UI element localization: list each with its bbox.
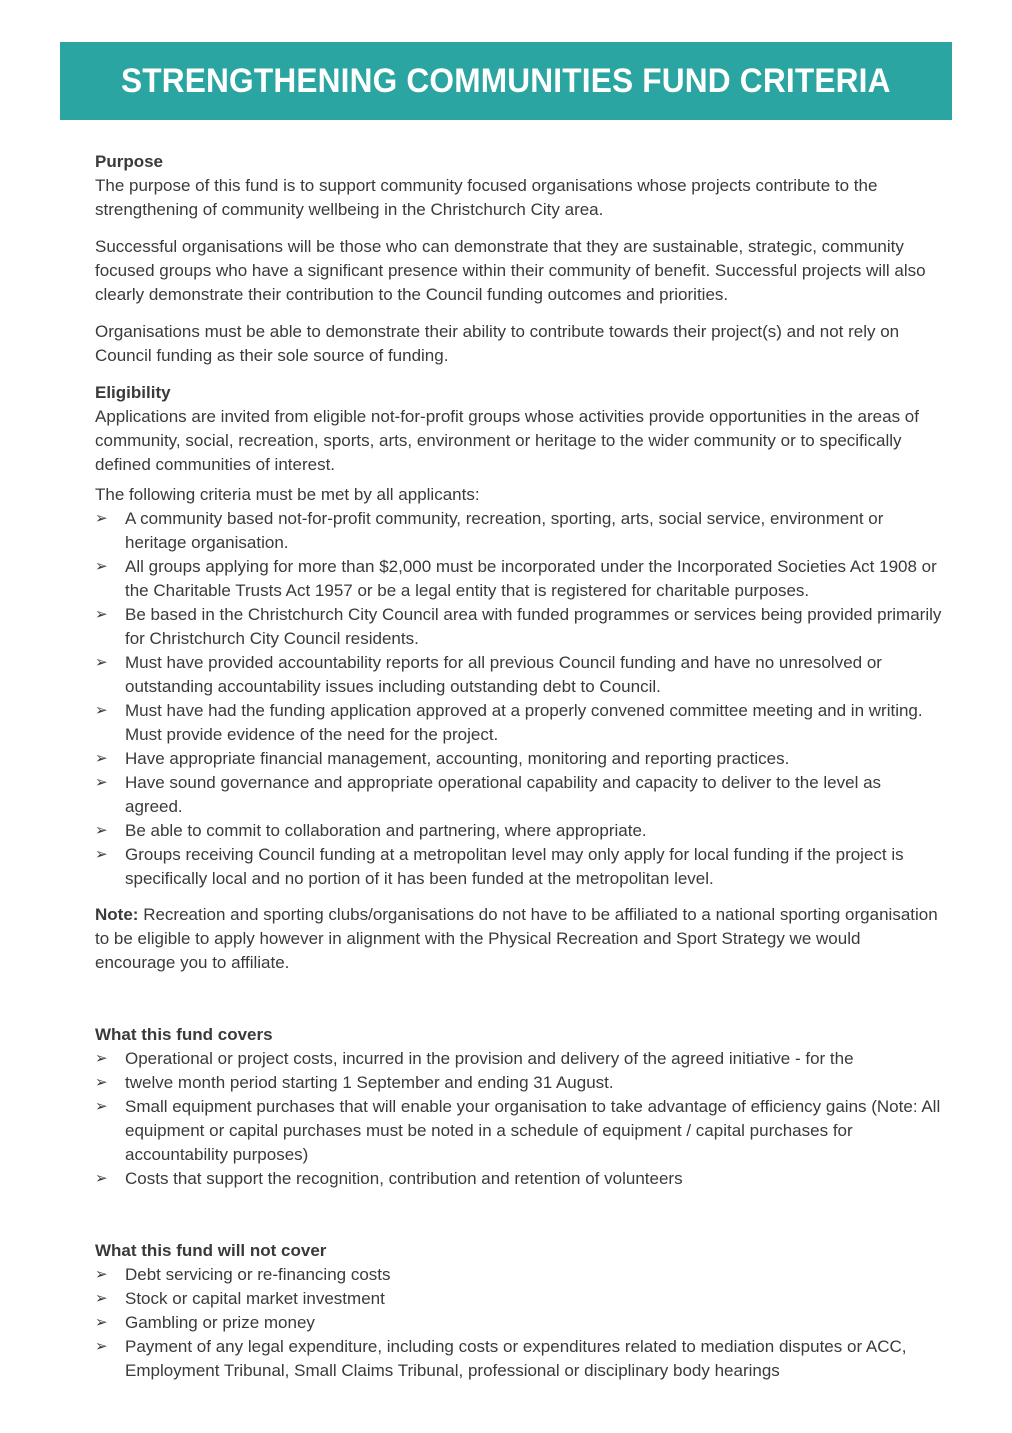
arrow-bullet-icon: ➢: [95, 558, 108, 575]
not-cover-text: Debt servicing or re-financing costs: [125, 1265, 391, 1284]
document-body: [95, 150, 943, 1383]
arrow-bullet-icon: ➢: [95, 822, 108, 839]
page-title: STRENGTHENING COMMUNITIES FUND CRITERIA: [121, 61, 891, 100]
criteria-text: Have appropriate financial management, accounting, monitoring and reporting practices.: [125, 749, 790, 768]
arrow-bullet-icon: ➢: [95, 1266, 108, 1283]
list-item: [95, 507, 943, 555]
arrow-bullet-icon: ➢: [95, 1074, 108, 1091]
note-paragraph: [95, 903, 943, 975]
arrow-bullet-icon: ➢: [95, 654, 108, 671]
criteria-text: All groups applying for more than $2,000 must be incorporated under the Incorporated Societies Act 1908 or the Charitable Trusts Act 1957 or be a legal entity that is registered for charitable purposes.: [125, 557, 937, 600]
arrow-bullet-icon: ➢: [95, 1290, 108, 1307]
arrow-bullet-icon: ➢: [95, 1050, 108, 1067]
purpose-heading: Purpose: [95, 152, 164, 171]
fund-covers-list: [95, 1047, 943, 1191]
eligibility-heading: Eligibility: [95, 383, 171, 402]
covers-text: twelve month period starting 1 September and ending 31 August.: [125, 1073, 614, 1092]
not-cover-text: Payment of any legal expenditure, including costs or expenditures related to mediation disputes or ACC, Employment Tribunal, Small Claims Tribunal, professional or disciplinary body hearings: [125, 1337, 907, 1380]
criteria-text: Groups receiving Council funding at a metropolitan level may only apply for local funding if the project is specifically local and no portion of it has been funded at the metropolitan level.: [125, 845, 904, 888]
list-item: [95, 699, 943, 747]
arrow-bullet-icon: ➢: [95, 750, 108, 767]
arrow-bullet-icon: ➢: [95, 702, 108, 719]
arrow-bullet-icon: ➢: [95, 510, 108, 527]
title-banner: [60, 42, 952, 120]
arrow-bullet-icon: ➢: [95, 774, 108, 791]
list-item: [95, 1263, 943, 1287]
covers-text: Small equipment purchases that will enable your organisation to take advantage of efficiency gains (Note: All equipment or capital purchases must be noted in a schedule of equipment / capital purchases for accountability purposes): [125, 1097, 941, 1164]
covers-text: Costs that support the recognition, contribution and retention of volunteers: [125, 1169, 683, 1188]
list-item: [95, 1095, 943, 1167]
list-item: [95, 651, 943, 699]
list-item: [95, 603, 943, 651]
arrow-bullet-icon: ➢: [95, 846, 108, 863]
arrow-bullet-icon: ➢: [95, 606, 108, 623]
list-item: [95, 1311, 943, 1335]
purpose-paragraph: The purpose of this fund is to support community focused organisations whose projects contribute to the strengthening of community wellbeing in the Christchurch City area.: [95, 176, 878, 219]
eligibility-paragraph: Applications are invited from eligible not-for-profit groups whose activities provide opportunities in the areas of community, social, recreation, sports, arts, environment or heritage to the wider community or to specifically defined communities of interest.: [95, 407, 919, 474]
list-item: [95, 1287, 943, 1311]
arrow-bullet-icon: ➢: [95, 1170, 108, 1187]
list-item: [95, 843, 943, 891]
criteria-text: Must have provided accountability reports for all previous Council funding and have no unresolved or outstanding accountability issues including outstanding debt to Council.: [125, 653, 882, 696]
note-label: Note:: [95, 905, 139, 924]
criteria-intro: The following criteria must be met by all applicants:: [95, 485, 480, 504]
list-item: [95, 1047, 943, 1071]
list-item: [95, 555, 943, 603]
arrow-bullet-icon: ➢: [95, 1314, 108, 1331]
list-item: [95, 1335, 943, 1383]
not-cover-text: Stock or capital market investment: [125, 1289, 385, 1308]
arrow-bullet-icon: ➢: [95, 1338, 108, 1355]
list-item: [95, 1167, 943, 1191]
criteria-text: Have sound governance and appropriate operational capability and capacity to deliver to the level as agreed.: [125, 773, 882, 816]
list-item: [95, 1071, 943, 1095]
not-cover-text: Gambling or prize money: [125, 1313, 315, 1332]
eligibility-criteria-list: [95, 507, 943, 891]
criteria-text: A community based not-for-profit community, recreation, sporting, arts, social service, environment or heritage organisation.: [125, 509, 884, 552]
list-item: [95, 771, 943, 819]
fund-not-cover-heading: What this fund will not cover: [95, 1241, 327, 1260]
covers-text: Operational or project costs, incurred in the provision and delivery of the agreed initiative - for the: [125, 1049, 854, 1068]
criteria-text: Be based in the Christchurch City Council area with funded programmes or services being provided primarily for Christchurch City Council residents.: [125, 605, 942, 648]
criteria-text: Must have had the funding application approved at a properly convened committee meeting and in writing. Must provide evidence of the need for the project.: [125, 701, 923, 744]
note-text: Recreation and sporting clubs/organisations do not have to be affiliated to a national sporting organisation to be eligible to apply however in alignment with the Physical Recreation and Sport Strategy we would encourage you to affiliate.: [95, 905, 938, 972]
fund-covers-heading: What this fund covers: [95, 1025, 273, 1044]
arrow-bullet-icon: ➢: [95, 1098, 108, 1115]
list-item: [95, 819, 943, 843]
fund-not-cover-list: [95, 1263, 943, 1383]
criteria-text: Be able to commit to collaboration and partnering, where appropriate.: [125, 821, 647, 840]
list-item: [95, 747, 943, 771]
purpose-paragraph: Organisations must be able to demonstrate their ability to contribute towards their project(s) and not rely on Council funding as their sole source of funding.: [95, 322, 900, 365]
purpose-paragraph: Successful organisations will be those who can demonstrate that they are sustainable, strategic, community focused groups who have a significant presence within their community of benefit. Successful projects will also clearly demonstrate their contribution to the Council funding outcomes and priorities.: [95, 237, 926, 304]
